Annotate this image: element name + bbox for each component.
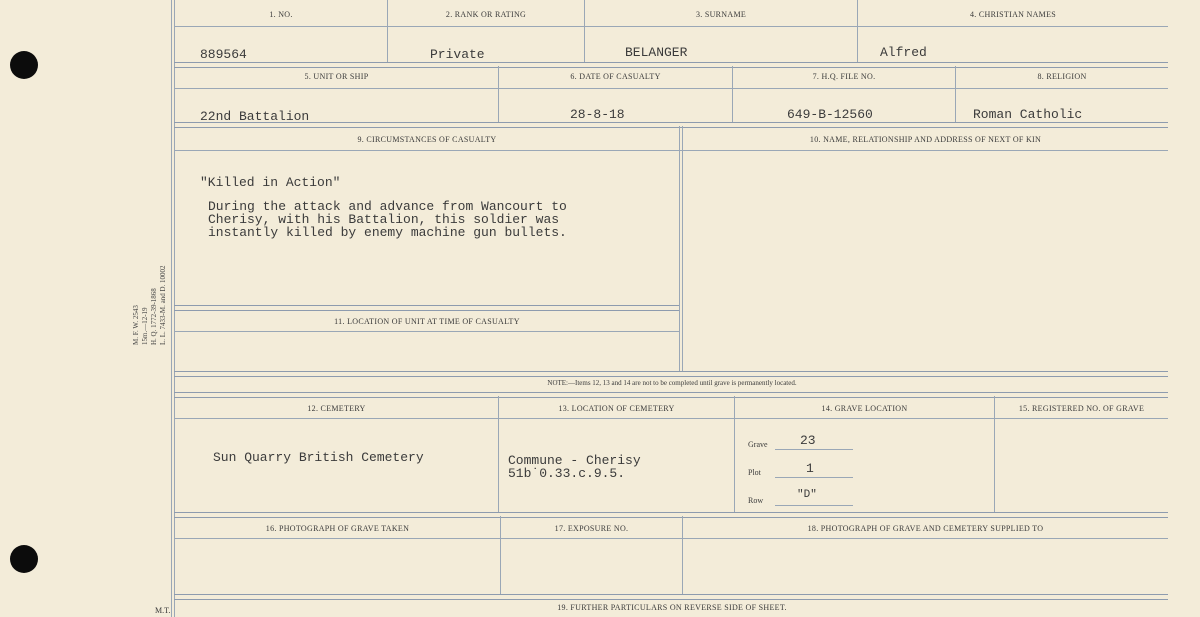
label-christian-names: 4. CHRISTIAN NAMES <box>969 10 1057 19</box>
side-print-4: L. L. 7433-M. and D. 10002 <box>159 265 167 345</box>
plot-label: Plot <box>748 468 761 477</box>
cemetery-location-line-2: 51b˙0.33.c.9.5. <box>508 466 626 481</box>
religion-value: Roman Catholic <box>973 107 1083 122</box>
unit-value: 22nd Battalion <box>200 109 310 124</box>
label-unit: 5. UNIT OR SHIP <box>304 72 369 81</box>
label-religion: 8. RELIGION <box>1037 72 1087 81</box>
label-grave-location: 14. GRAVE LOCATION <box>821 404 908 413</box>
date-of-casualty-value: 28-8-18 <box>570 107 625 122</box>
circumstances-line-2: Cherisy, with his Battalion, this soldier was <box>208 212 560 227</box>
label-location-of-unit: 11. LOCATION OF UNIT AT TIME OF CASUALTY <box>334 317 520 326</box>
punch-hole-bottom <box>10 545 38 573</box>
corner-mark: M.T. <box>155 606 171 615</box>
grave-label: Grave <box>748 440 768 449</box>
side-print-3: H. Q. 1772-39-1868 <box>150 288 158 345</box>
surname-value: BELANGER <box>625 45 688 60</box>
label-exposure-no: 17. EXPOSURE NO. <box>554 524 629 533</box>
cemetery-value: Sun Quarry British Cemetery <box>213 450 424 465</box>
note-text: NOTE:—Items 12, 13 and 14 are not to be completed until grave is permanently located. <box>547 379 797 387</box>
punch-hole-top <box>10 51 38 79</box>
christian-names-value: Alfred <box>880 45 927 60</box>
label-location-of-cemetery: 13. LOCATION OF CEMETERY <box>558 404 675 413</box>
circumstances-headline: "Killed in Action" <box>200 175 341 190</box>
label-surname: 3. SURNAME <box>695 10 747 19</box>
label-further-particulars: 19. FURTHER PARTICULARS ON REVERSE SIDE OF SHEET. <box>557 603 787 612</box>
cemetery-location-line-1: Commune - Cherisy <box>508 453 641 468</box>
plot-value: 1 <box>806 461 814 476</box>
circumstances-line-1: During the attack and advance from Wancourt to <box>208 199 567 214</box>
service-number: 889564 <box>200 47 247 62</box>
label-rank: 2. RANK OR RATING <box>445 10 527 19</box>
label-hq-file-no: 7. H.Q. FILE NO. <box>812 72 876 81</box>
label-photograph-taken: 16. PHOTOGRAPH OF GRAVE TAKEN <box>265 524 410 533</box>
rank-value: Private <box>430 47 485 62</box>
side-print-2: 15m.—12-19 <box>141 307 149 345</box>
label-date-of-casualty: 6. DATE OF CASUALTY <box>570 72 661 81</box>
row-label: Row <box>748 496 764 505</box>
label-cemetery: 12. CEMETERY <box>307 404 366 413</box>
label-registered-no: 15. REGISTERED NO. OF GRAVE <box>1018 404 1145 413</box>
label-photograph-supplied: 18. PHOTOGRAPH OF GRAVE AND CEMETERY SUPPLIED TO <box>807 524 1044 533</box>
hq-file-no-value: 649-B-12560 <box>787 107 873 122</box>
grave-value: 23 <box>800 433 816 448</box>
label-number: 1. NO. <box>269 10 293 19</box>
side-print-1: M. F. W. 2543 <box>132 305 140 345</box>
label-circumstances: 9. CIRCUMSTANCES OF CASUALTY <box>357 135 497 144</box>
circumstances-line-3: instantly killed by enemy machine gun bullets. <box>208 225 567 240</box>
row-value: "D" <box>797 489 817 501</box>
label-next-of-kin: 10. NAME, RELATIONSHIP AND ADDRESS OF NEXT OF KIN <box>809 135 1042 144</box>
